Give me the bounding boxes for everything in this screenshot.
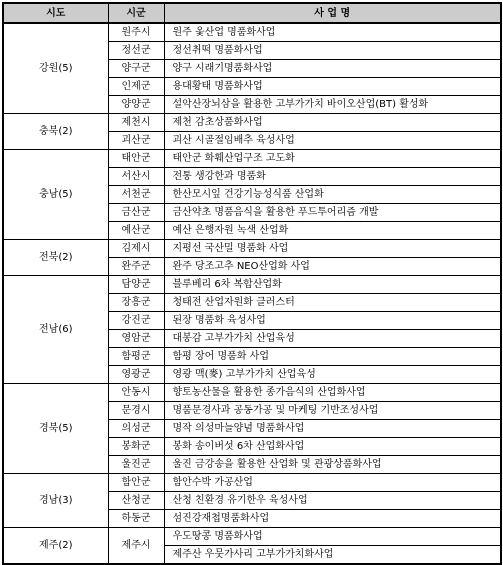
project-cell: 된장 명품화 육성사업 (164, 312, 501, 330)
project-cell: 예산 은행자원 녹색 산업화 (164, 222, 501, 240)
header-sigun: 시군 (108, 3, 164, 23)
sigun-cell: 양구군 (108, 60, 164, 78)
table-body (3, 23, 501, 564)
sigun-cell: 완주군 (108, 258, 164, 276)
project-cell: 섬진강재첩명품화사업 (164, 510, 501, 528)
sigun-cell: 울진군 (108, 456, 164, 474)
table-header (3, 3, 501, 23)
sigun-cell: 김제시 (108, 240, 164, 258)
sigun-cell: 인제군 (108, 78, 164, 96)
project-cell: 울진 금강송을 활용한 산업화 및 관광상품화사업 (164, 456, 501, 474)
region-cell: 충남(5) (3, 150, 108, 240)
project-cell: 청태전 산업자원화 클러스터 (164, 294, 501, 312)
sigun-cell: 하동군 (108, 510, 164, 528)
project-cell: 완주 당조고추 NEO산업화 사업 (164, 258, 501, 276)
project-table-container (2, 2, 502, 565)
region-cell: 강원(5) (3, 23, 108, 114)
sigun-cell: 강진군 (108, 312, 164, 330)
project-cell: 태안군 화훼산업구조 고도화 (164, 150, 501, 168)
region-cell: 제주(2) (3, 528, 108, 565)
table-row (3, 528, 501, 546)
project-cell: 블루베리 6차 복합산업화 (164, 276, 501, 294)
project-cell: 지평선 국산밀 명품화 사업 (164, 240, 501, 258)
project-cell: 함안수박 가공산업 (164, 474, 501, 492)
sigun-cell: 산청군 (108, 492, 164, 510)
sigun-cell: 안동시 (108, 384, 164, 402)
header-sido: 시도 (3, 3, 108, 23)
sigun-cell: 서천군 (108, 186, 164, 204)
project-cell: 우도땅콩 명품화사업 (164, 528, 501, 546)
sigun-cell: 영암군 (108, 330, 164, 348)
sigun-cell: 함안군 (108, 474, 164, 492)
sigun-cell: 함평군 (108, 348, 164, 366)
table-row (3, 23, 501, 42)
project-cell: 양구 시래기명품화사업 (164, 60, 501, 78)
project-cell: 명작 의성마늘양념 명품화사업 (164, 420, 501, 438)
table-row (3, 150, 501, 168)
sigun-cell: 서산시 (108, 168, 164, 186)
sigun-cell: 태안군 (108, 150, 164, 168)
table-row (3, 114, 501, 132)
header-row (3, 3, 501, 23)
project-cell: 봉화 송이버섯 6차 산업화사업 (164, 438, 501, 456)
sigun-cell: 제주시 (108, 528, 164, 565)
sigun-cell: 의성군 (108, 420, 164, 438)
project-cell: 대봉감 고부가가치 산업육성 (164, 330, 501, 348)
region-cell: 전남(6) (3, 276, 108, 384)
project-cell: 향토농산물을 활용한 종가음식의 산업화사업 (164, 384, 501, 402)
region-cell: 경북(5) (3, 384, 108, 474)
project-cell: 전통 생강한과 명품화 (164, 168, 501, 186)
table-row (3, 384, 501, 402)
sigun-cell: 봉화군 (108, 438, 164, 456)
table-row (3, 474, 501, 492)
project-cell: 괴산 시골절임배추 육성사업 (164, 132, 501, 150)
project-cell: 원주 옻산업 명품화사업 (164, 23, 501, 42)
sigun-cell: 양양군 (108, 96, 164, 114)
sigun-cell: 제천시 (108, 114, 164, 132)
sigun-cell: 담양군 (108, 276, 164, 294)
sigun-cell: 원주시 (108, 23, 164, 42)
project-cell: 명품문경사과 공동가공 및 마케팅 기반조성사업 (164, 402, 501, 420)
project-cell: 용대황태 명품화사업 (164, 78, 501, 96)
project-cell: 함평 장어 명품화 사업 (164, 348, 501, 366)
region-cell: 경남(3) (3, 474, 108, 528)
sigun-cell: 장흥군 (108, 294, 164, 312)
sigun-cell: 금산군 (108, 204, 164, 222)
project-cell: 제천 감초상품화사업 (164, 114, 501, 132)
sigun-cell: 정선군 (108, 42, 164, 60)
project-cell: 한산모시잎 건강기능성식품 산업화 (164, 186, 501, 204)
project-table (2, 2, 502, 565)
region-cell: 충북(2) (3, 114, 108, 150)
sigun-cell: 문경시 (108, 402, 164, 420)
table-row (3, 276, 501, 294)
sigun-cell: 예산군 (108, 222, 164, 240)
project-cell: 영광 맥(麥) 고부가가치 산업육성 (164, 366, 501, 384)
project-cell: 제주산 우뭇가사리 고부가가치화사업 (164, 546, 501, 565)
sigun-cell: 괴산군 (108, 132, 164, 150)
project-cell: 산청 친환경 유기한우 육성사업 (164, 492, 501, 510)
project-cell: 설악산장뇌삼을 활용한 고부가가치 바이오산업(BT) 활성화 (164, 96, 501, 114)
region-cell: 전북(2) (3, 240, 108, 276)
header-project: 사 업 명 (164, 3, 501, 23)
project-cell: 정선취떡 명품화사업 (164, 42, 501, 60)
table-row (3, 240, 501, 258)
project-cell: 금산약초 명품음식을 활용한 푸드투어리즘 개발 (164, 204, 501, 222)
sigun-cell: 영광군 (108, 366, 164, 384)
